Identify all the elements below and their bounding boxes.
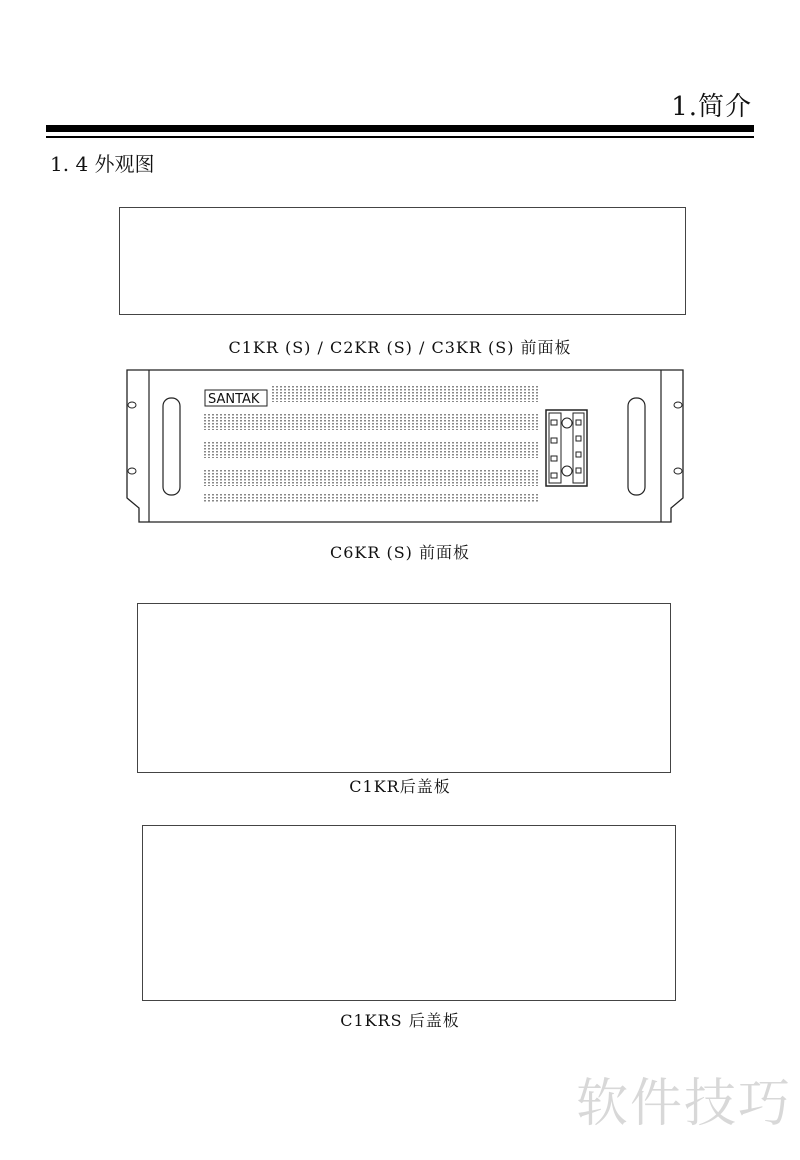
header-rule-thick [46, 125, 754, 132]
figure-2-caption: C6KR (S) 前面板 [329, 543, 471, 562]
figure-1-caption: C1KR (S) / C2KR (S) / C3KR (S) 前面板 [228, 338, 572, 357]
panel-brand: SANTAK [208, 392, 260, 407]
c6kr-front-panel-drawing [121, 368, 689, 524]
figure-1-frame [119, 207, 686, 315]
figure-4-frame [142, 825, 676, 1001]
watermark: 软件技巧 [575, 1074, 792, 1134]
figure-3-caption: C1KR后盖板 [349, 777, 451, 796]
chapter-title: 1.简介 [671, 92, 752, 122]
section-title: 1. 4 外观图 [50, 152, 155, 176]
figure-3-frame [137, 603, 671, 773]
figure-4-caption: C1KRS 后盖板 [340, 1011, 460, 1030]
header-rule-thin [46, 136, 754, 138]
